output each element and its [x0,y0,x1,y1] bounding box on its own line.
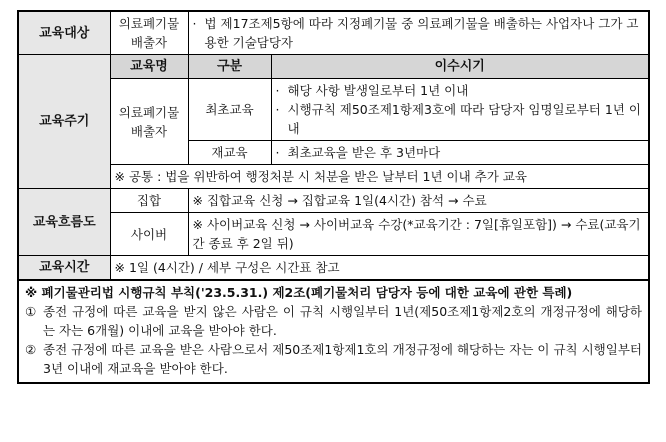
time-text: ※ 1일 (4시간) / 세부 구성은 시간표 참고 [110,256,649,280]
special-provision-note [17,280,650,384]
target-who: 의료폐기물 배출자 [110,11,188,55]
note-item-text: 종전 규정에 따른 교육을 받은 사람으로서 제50조제1항제1호의 개정규정에 해당하는 자는 이 규칙 시행일부터 3년 이내에 재교육을 받아야 한다. [43,342,642,376]
cycle-re-bullet: 최초교육을 받은 후 3년마다 [287,145,441,160]
flow-type-group: 집합 [110,189,188,213]
cycle-who: 의료폐기물 배출자 [110,79,188,165]
cycle-header-type: 구분 [188,55,271,79]
cycle-first-bullet: 시행규칙 제50조제1항제3호에 따라 담당자 임명일로부터 1년 이내 [287,102,641,136]
bullet-dot: · [275,102,280,117]
bullet-dot: · [275,145,280,160]
flow-text-cyber: ※ 사이버교육 신청 → 사이버교육 수강(*교육기간 : 7일[휴일포함]) → 수료(교육기간 종료 후 2일 뒤) [188,213,649,256]
cycle-header-name: 교육명 [110,55,188,79]
cycle-re-when [271,141,649,165]
bullet-dot: · [192,16,197,31]
flow-row-group [18,189,649,213]
note-item-text: 종전 규정에 따른 교육을 받지 않은 사람은 이 규칙 시행일부터 1년(제50조제1항제2호의 개정규정에 해당하는 자는 6개월) 이내에 교육을 받아야 한다. [43,304,642,338]
target-label: 교육대상 [18,11,110,55]
time-row [18,256,649,280]
target-row [18,11,649,55]
target-description [188,11,649,55]
bullet-dot: · [275,83,280,98]
education-info-table [17,10,650,280]
cycle-re-type: 재교육 [188,141,271,165]
cycle-first-row [18,79,649,141]
note-item [25,302,642,340]
cycle-label: 교육주기 [18,55,110,189]
cycle-common-row [18,165,649,189]
cycle-first-type: 최초교육 [188,79,271,141]
cycle-first-when [271,79,649,141]
cycle-header-row [18,55,649,79]
flow-text-group: ※ 집합교육 신청 → 집합교육 1일(4시간) 참석 → 수료 [188,189,649,213]
target-text: 법 제17조제5항에 따라 지정폐기물 중 의료폐기물을 배출하는 사업자나 그가 고용한 기술담당자 [204,16,639,50]
note-item-number: ② [25,342,37,357]
note-title: ※ 폐기물관리법 시행규칙 부칙('23.5.31.) 제2조(폐기물처리 담당자 등에 대한 교육에 관한 특례) [25,285,573,300]
flow-label: 교육흐름도 [18,189,110,256]
flow-type-cyber: 사이버 [110,213,188,256]
time-label: 교육시간 [18,256,110,280]
note-item [25,340,642,378]
note-item-number: ① [25,304,37,319]
flow-row-cyber [18,213,649,256]
cycle-first-bullet: 해당 사항 발생일로부터 1년 이내 [287,83,469,98]
cycle-common-note: ※ 공통 : 법을 위반하여 행정처분 시 처분을 받은 날부터 1년 이내 추가 교육 [110,165,649,189]
cycle-header-when: 이수시기 [271,55,649,79]
education-info-document [17,10,650,384]
